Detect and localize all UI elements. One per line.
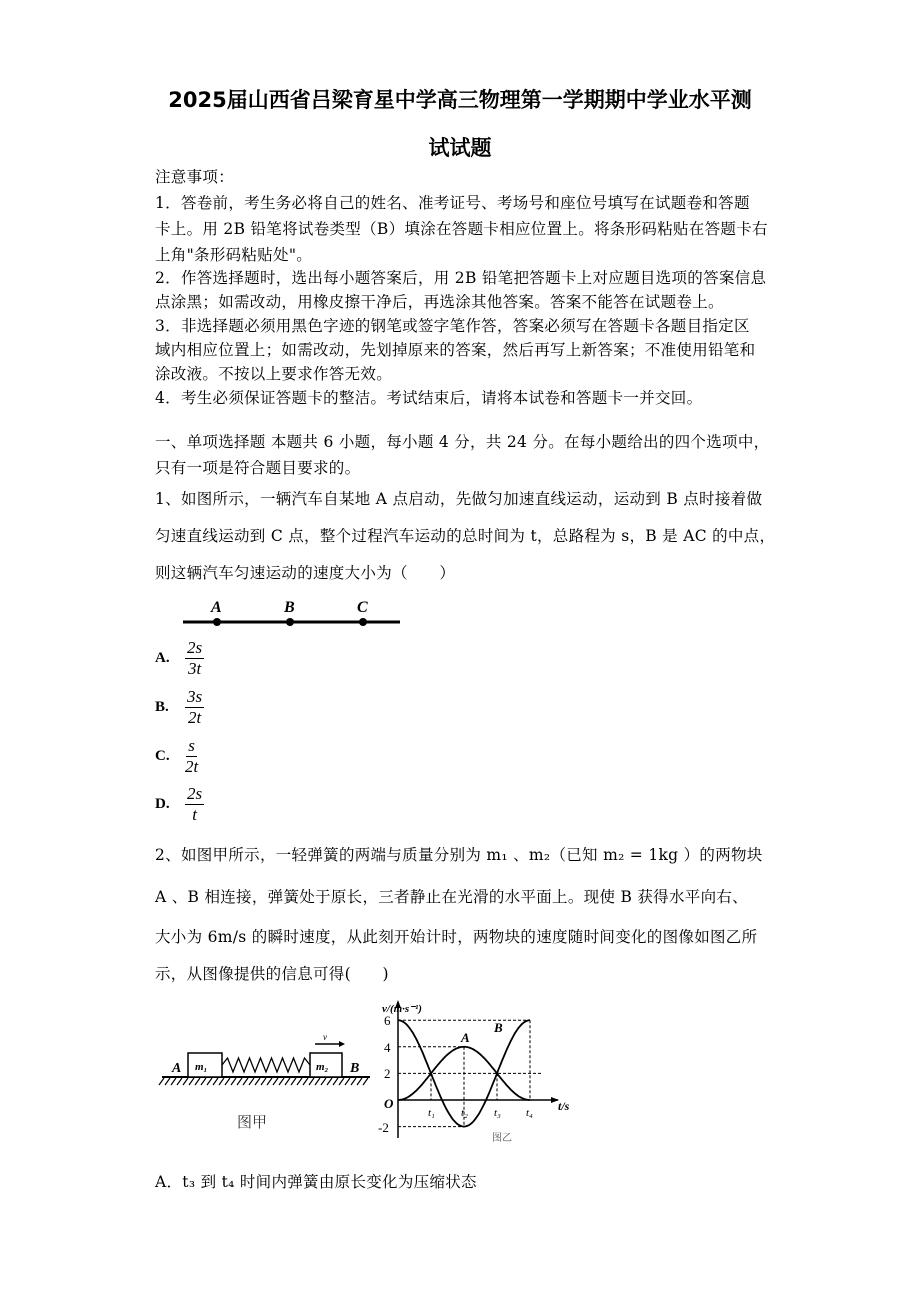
q1-option-b[interactable]: [155, 687, 204, 728]
title-line-2: 试试题: [428, 136, 492, 160]
q1-text: 1、如图所示，一辆汽车自某地 A 点启动，先做匀加速直线运动，运动到 B 点时接着做: [155, 490, 763, 508]
x-axis-label: t/s: [558, 1099, 570, 1113]
note-line: 涂改液。不按以上要求作答无效。: [155, 365, 393, 383]
figure-caption: 图甲: [237, 1115, 268, 1131]
y-tick: 2: [384, 1066, 391, 1081]
title-line-1: 2025届山西省吕梁育星中学高三物理第一学期期中学业水平测: [168, 88, 752, 112]
fraction: [185, 784, 204, 825]
q2-text: 大小为 6m/s 的瞬时速度，从此刻开始计时，两物块的速度随时间变化的图像如图乙所: [155, 928, 758, 946]
note-line: 域内相应位置上；如需改动，先划掉原来的答案，然后再写上新答案；不准使用铅笔和: [155, 341, 756, 359]
q1-option-a[interactable]: [155, 638, 204, 679]
note-line: 1．答卷前，考生务必将自己的姓名、准考证号、考场号和座位号填写在试题卷和答题: [155, 194, 750, 212]
section-heading: 只有一项是符合题目要求的。: [155, 459, 361, 477]
note-line: 3．非选择题必须用黑色字迹的钢笔或签字笔作答，答案必须写在答题卡各题目指定区: [155, 317, 750, 335]
option-label: A.: [155, 650, 170, 666]
m2-label: m₂: [316, 1061, 329, 1073]
x-tick: t₄: [526, 1107, 533, 1119]
block-a-label: A: [172, 1061, 182, 1076]
option-label: C.: [155, 748, 170, 764]
q1-text: 则这辆汽车匀速运动的速度大小为（ ）: [155, 564, 456, 582]
velocity-label: v: [323, 1032, 327, 1042]
q1-option-d[interactable]: [155, 784, 204, 825]
block-b-label: B: [350, 1061, 360, 1076]
numerator: 3s: [187, 687, 203, 706]
x-tick: t₃: [494, 1107, 501, 1119]
curve-b-label: B: [494, 1020, 503, 1035]
note-line: 4．考生必须保证答题卡的整洁。考试结束后，请将本试卷和答题卡一并交回。: [155, 389, 703, 407]
x-tick: t₁: [428, 1107, 435, 1119]
numerator: 2s: [187, 638, 203, 657]
note-line: 2．作答选择题时，选出每小题答案后，用 2B 铅笔把答题卡上对应题目选项的答案信息: [155, 269, 767, 287]
denominator: t: [192, 805, 197, 824]
note-line: 卡上。用 2B 铅笔将试卷类型（B）填涂在答题卡相应位置上。将条形码粘贴在答题卡右: [155, 220, 768, 238]
q2-text: 示，从图像提供的信息可得( ): [155, 965, 389, 983]
note-line: 上角"条形码粘贴处"。: [155, 246, 313, 264]
option-label: B.: [155, 699, 169, 715]
figure-spring-blocks: [155, 1030, 380, 1140]
fraction: [185, 687, 204, 728]
denominator: 3t: [187, 659, 202, 678]
y-tick: 4: [384, 1040, 391, 1055]
numerator: s: [188, 736, 195, 755]
option-label: D.: [155, 796, 170, 812]
y-tick: -2: [378, 1120, 389, 1135]
point-a-label: A: [211, 599, 222, 616]
q1-option-c[interactable]: [155, 736, 198, 777]
abc-line-diagram: [175, 592, 405, 632]
fraction: [185, 736, 198, 777]
m1-label: m₁: [195, 1061, 208, 1073]
point-c-label: C: [357, 599, 368, 616]
y-tick: 6: [384, 1013, 391, 1028]
figure-caption: 图乙: [492, 1133, 512, 1144]
denominator: 2t: [185, 757, 199, 776]
denominator: 2t: [187, 708, 202, 727]
q2-text: 2、如图甲所示，一轻弹簧的两端与质量分别为 m₁ 、m₂（已知 m₂ = 1kg ）的两物块: [155, 846, 763, 864]
note-line: 点涂黑；如需改动，用橡皮擦干净后，再选涂其他答案。答案不能答在试题卷上。: [155, 293, 724, 311]
point-b-label: B: [284, 599, 295, 616]
q2-text: A 、B 相连接，弹簧处于原长，三者静止在光滑的水平面上。现使 B 获得水平向右、: [155, 888, 748, 906]
q2-option-a[interactable]: A．t₃ 到 t₄ 时间内弹簧由原长变化为压缩状态: [155, 1173, 477, 1191]
numerator: 2s: [187, 784, 203, 803]
notes-heading: 注意事项：: [155, 168, 235, 186]
origin-label: O: [384, 1096, 394, 1111]
fraction: [185, 638, 204, 679]
x-tick: t₂: [461, 1107, 468, 1119]
section-heading: 一、单项选择题 本题共 6 小题，每小题 4 分，共 24 分。在每小题给出的四个选项中，: [155, 433, 770, 451]
curve-a-label: A: [461, 1030, 470, 1045]
q1-text: 匀速直线运动到 C 点，整个过程汽车运动的总时间为 t，总路程为 s，B 是 AC 的中点，: [155, 527, 776, 545]
y-axis-label: v/(m·s⁻¹): [382, 1003, 422, 1015]
velocity-time-graph: [370, 998, 590, 1146]
